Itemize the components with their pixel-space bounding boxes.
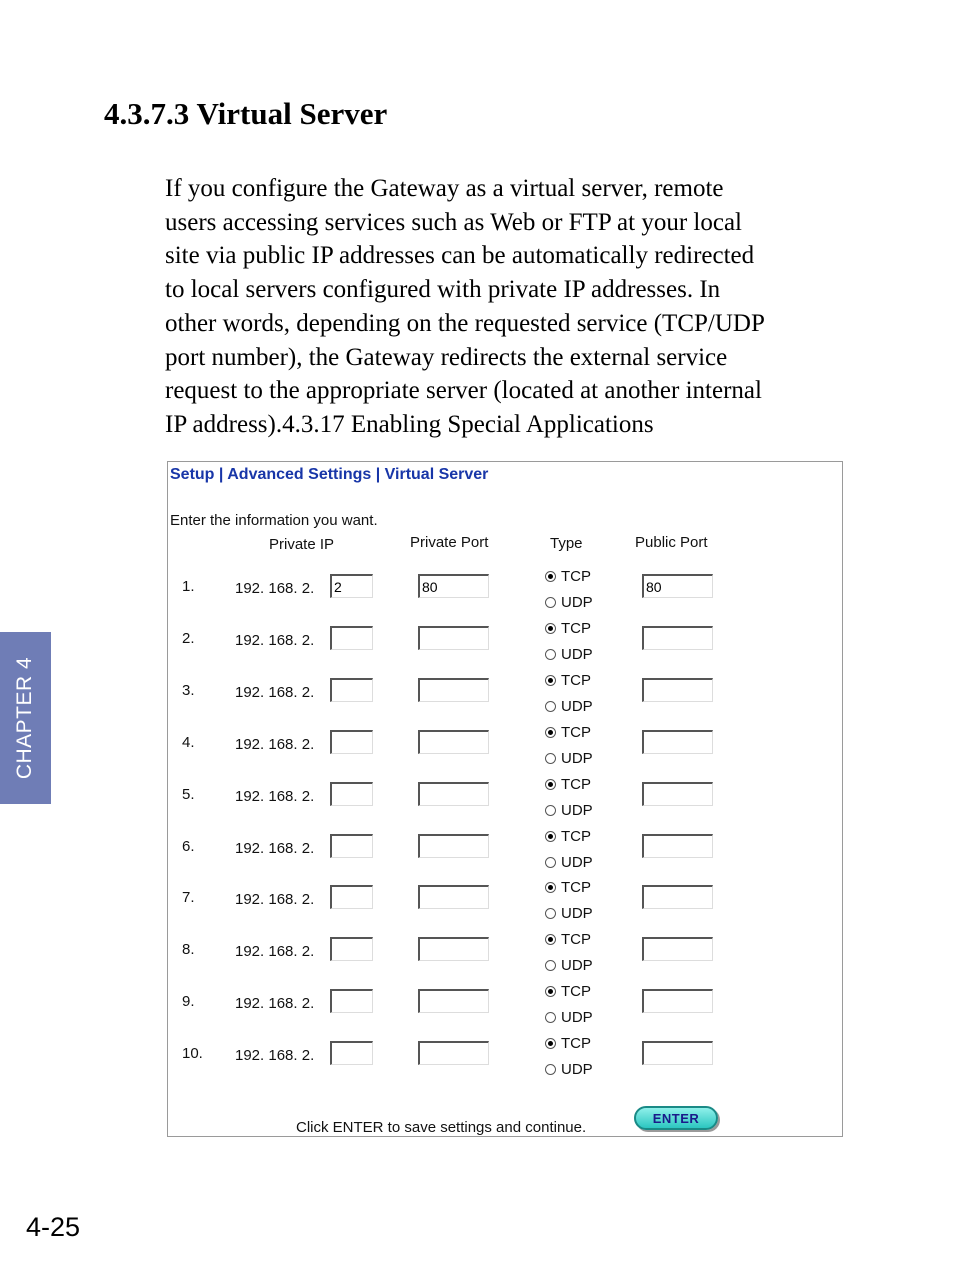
radio-indicator[interactable] bbox=[545, 753, 556, 764]
breadcrumb-separator: | bbox=[371, 466, 385, 483]
radio-label: TCP bbox=[561, 931, 591, 949]
row-number: 7. bbox=[182, 889, 195, 907]
breadcrumb-separator: | bbox=[214, 466, 228, 483]
radio-indicator[interactable] bbox=[545, 805, 556, 816]
radio-indicator[interactable] bbox=[545, 779, 556, 790]
row-number: 6. bbox=[182, 837, 195, 855]
type-udp-radio[interactable] bbox=[545, 1009, 593, 1026]
private-ip-input[interactable] bbox=[330, 730, 373, 754]
chapter-tab bbox=[0, 632, 51, 804]
radio-indicator[interactable] bbox=[545, 1064, 556, 1075]
type-udp-radio[interactable] bbox=[545, 957, 593, 974]
row-number: 4. bbox=[182, 733, 195, 751]
private-ip-input[interactable] bbox=[330, 989, 373, 1013]
chapter-tab-label: CHAPTER 4 bbox=[13, 656, 36, 780]
page-number: 4-25 bbox=[26, 1212, 81, 1242]
radio-indicator[interactable] bbox=[545, 857, 556, 868]
row-number: 10. bbox=[182, 1045, 203, 1063]
type-tcp-radio[interactable] bbox=[545, 879, 591, 896]
radio-indicator[interactable] bbox=[545, 727, 556, 738]
private-ip-input[interactable] bbox=[330, 626, 373, 650]
type-udp-radio[interactable] bbox=[545, 750, 593, 767]
radio-label: UDP bbox=[561, 645, 593, 663]
type-udp-radio[interactable] bbox=[545, 646, 593, 663]
breadcrumb-virtual-server[interactable]: Virtual Server bbox=[384, 466, 489, 483]
server-row bbox=[168, 1033, 842, 1085]
type-udp-radio[interactable] bbox=[545, 905, 593, 922]
radio-indicator[interactable] bbox=[545, 986, 556, 997]
radio-label: UDP bbox=[561, 1061, 593, 1079]
column-header-private-port: Private Port bbox=[410, 534, 489, 551]
private-port-input[interactable] bbox=[418, 989, 489, 1013]
private-ip-input[interactable] bbox=[330, 834, 373, 858]
virtual-server-panel bbox=[167, 461, 843, 1137]
type-tcp-radio[interactable] bbox=[545, 568, 591, 585]
breadcrumb-setup[interactable]: Setup bbox=[170, 466, 215, 483]
radio-label: UDP bbox=[561, 594, 593, 611]
type-udp-radio[interactable] bbox=[545, 698, 593, 715]
radio-indicator[interactable] bbox=[545, 571, 556, 582]
radio-indicator[interactable] bbox=[545, 623, 556, 634]
server-row bbox=[168, 929, 842, 981]
radio-indicator[interactable] bbox=[545, 831, 556, 842]
paragraph-line: port number), the Gateway redirects the external service bbox=[165, 343, 728, 371]
server-row bbox=[168, 566, 842, 618]
paragraph-line: request to the appropriate server (located at another internal bbox=[165, 377, 762, 405]
breadcrumb-advanced-settings[interactable]: Advanced Settings bbox=[227, 466, 372, 483]
footer-note: Click ENTER to save settings and continue. bbox=[296, 1119, 587, 1136]
enter-button[interactable]: ENTER bbox=[634, 1106, 718, 1130]
public-port-input[interactable] bbox=[642, 937, 713, 961]
instruction-text: Enter the information you want. bbox=[170, 512, 378, 529]
radio-label: UDP bbox=[561, 1009, 593, 1027]
type-tcp-radio[interactable] bbox=[545, 828, 591, 845]
type-tcp-radio[interactable] bbox=[545, 672, 591, 689]
ip-prefix: 192. 168. 2. bbox=[235, 891, 315, 909]
server-row bbox=[168, 877, 842, 929]
private-ip-input[interactable] bbox=[330, 678, 373, 702]
type-udp-radio[interactable] bbox=[545, 802, 593, 819]
ip-prefix: 192. 168. 2. bbox=[235, 580, 315, 597]
type-tcp-radio[interactable] bbox=[545, 1035, 591, 1052]
public-port-input[interactable] bbox=[642, 1041, 713, 1065]
intro-paragraph bbox=[165, 172, 855, 442]
type-tcp-radio[interactable] bbox=[545, 776, 591, 793]
public-port-input[interactable] bbox=[642, 989, 713, 1013]
row-number: 1. bbox=[182, 578, 195, 595]
radio-label: UDP bbox=[561, 905, 593, 923]
radio-indicator[interactable] bbox=[545, 1012, 556, 1023]
radio-indicator[interactable] bbox=[545, 882, 556, 893]
radio-indicator[interactable] bbox=[545, 597, 556, 608]
ip-prefix: 192. 168. 2. bbox=[235, 943, 315, 961]
radio-label: UDP bbox=[561, 801, 593, 819]
paragraph-line: IP address).4.3.17 Enabling Special Applications bbox=[165, 410, 654, 438]
column-header-private-ip: Private IP bbox=[269, 536, 335, 553]
radio-label: UDP bbox=[561, 853, 593, 871]
paragraph-line: other words, depending on the requested service (TCP/UDP bbox=[165, 309, 765, 337]
server-row bbox=[168, 774, 842, 826]
type-tcp-radio[interactable] bbox=[545, 724, 591, 741]
row-number: 9. bbox=[182, 993, 195, 1011]
public-port-input[interactable] bbox=[642, 834, 713, 858]
radio-label: TCP bbox=[561, 827, 591, 845]
server-row bbox=[168, 670, 842, 722]
private-ip-input[interactable] bbox=[330, 782, 373, 806]
private-port-input[interactable] bbox=[418, 626, 489, 650]
radio-indicator[interactable] bbox=[545, 649, 556, 660]
radio-indicator[interactable] bbox=[545, 934, 556, 945]
type-tcp-radio[interactable] bbox=[545, 983, 591, 1000]
private-port-input[interactable] bbox=[418, 834, 489, 858]
radio-label: UDP bbox=[561, 749, 593, 767]
server-row bbox=[168, 618, 842, 670]
paragraph-line: If you configure the Gateway as a virtual server, remote bbox=[165, 175, 724, 202]
radio-label: TCP bbox=[561, 723, 591, 741]
server-row bbox=[168, 981, 842, 1033]
radio-indicator[interactable] bbox=[545, 675, 556, 686]
private-ip-input[interactable] bbox=[330, 574, 373, 598]
column-header-public-port: Public Port bbox=[635, 534, 708, 551]
section-heading: 4.3.7.3 Virtual Server bbox=[104, 96, 388, 131]
private-port-input[interactable] bbox=[418, 1041, 489, 1065]
private-port-input[interactable] bbox=[418, 885, 489, 909]
radio-label: TCP bbox=[561, 568, 591, 585]
public-port-input[interactable] bbox=[642, 885, 713, 909]
private-ip-input[interactable] bbox=[330, 885, 373, 909]
public-port-input[interactable] bbox=[642, 678, 713, 702]
type-tcp-radio[interactable] bbox=[545, 620, 591, 637]
ip-prefix: 192. 168. 2. bbox=[235, 995, 315, 1013]
radio-label: TCP bbox=[561, 671, 591, 689]
radio-label: UDP bbox=[561, 697, 593, 715]
public-port-input[interactable] bbox=[642, 782, 713, 806]
radio-indicator[interactable] bbox=[545, 908, 556, 919]
row-number: 2. bbox=[182, 629, 195, 647]
ip-prefix: 192. 168. 2. bbox=[235, 631, 315, 649]
private-ip-input[interactable] bbox=[330, 937, 373, 961]
radio-label: TCP bbox=[561, 619, 591, 637]
private-port-input[interactable] bbox=[418, 730, 489, 754]
server-row bbox=[168, 826, 842, 878]
radio-label: TCP bbox=[561, 775, 591, 793]
public-port-input[interactable] bbox=[642, 626, 713, 650]
private-port-input[interactable] bbox=[418, 574, 489, 598]
ip-prefix: 192. 168. 2. bbox=[235, 839, 315, 857]
breadcrumb bbox=[170, 466, 488, 484]
row-number: 3. bbox=[182, 681, 195, 699]
row-number: 8. bbox=[182, 941, 195, 959]
ip-prefix: 192. 168. 2. bbox=[235, 787, 315, 805]
ip-prefix: 192. 168. 2. bbox=[235, 735, 315, 753]
type-udp-radio[interactable] bbox=[545, 854, 593, 871]
private-port-input[interactable] bbox=[418, 782, 489, 806]
public-port-input[interactable] bbox=[642, 574, 713, 598]
private-port-input[interactable] bbox=[418, 937, 489, 961]
radio-label: TCP bbox=[561, 879, 591, 897]
radio-label: TCP bbox=[561, 983, 591, 1001]
type-tcp-radio[interactable] bbox=[545, 931, 591, 948]
ip-prefix: 192. 168. 2. bbox=[235, 1047, 315, 1065]
row-number: 5. bbox=[182, 785, 195, 803]
radio-indicator[interactable] bbox=[545, 701, 556, 712]
type-udp-radio[interactable] bbox=[545, 1061, 593, 1078]
private-port-input[interactable] bbox=[418, 678, 489, 702]
private-ip-input[interactable] bbox=[330, 1041, 373, 1065]
radio-indicator[interactable] bbox=[545, 960, 556, 971]
type-udp-radio[interactable] bbox=[545, 594, 593, 611]
radio-indicator[interactable] bbox=[545, 1038, 556, 1049]
radio-label: UDP bbox=[561, 957, 593, 975]
ip-prefix: 192. 168. 2. bbox=[235, 683, 315, 701]
paragraph-line: site via public IP addresses can be automatically redirected bbox=[165, 242, 755, 270]
public-port-input[interactable] bbox=[642, 730, 713, 754]
server-row bbox=[168, 722, 842, 774]
radio-label: TCP bbox=[561, 1035, 591, 1053]
paragraph-line: to local servers configured with private IP addresses. In bbox=[165, 276, 721, 304]
paragraph-line: users accessing services such as Web or FTP at your local bbox=[165, 208, 743, 236]
column-header-type: Type bbox=[550, 535, 583, 552]
